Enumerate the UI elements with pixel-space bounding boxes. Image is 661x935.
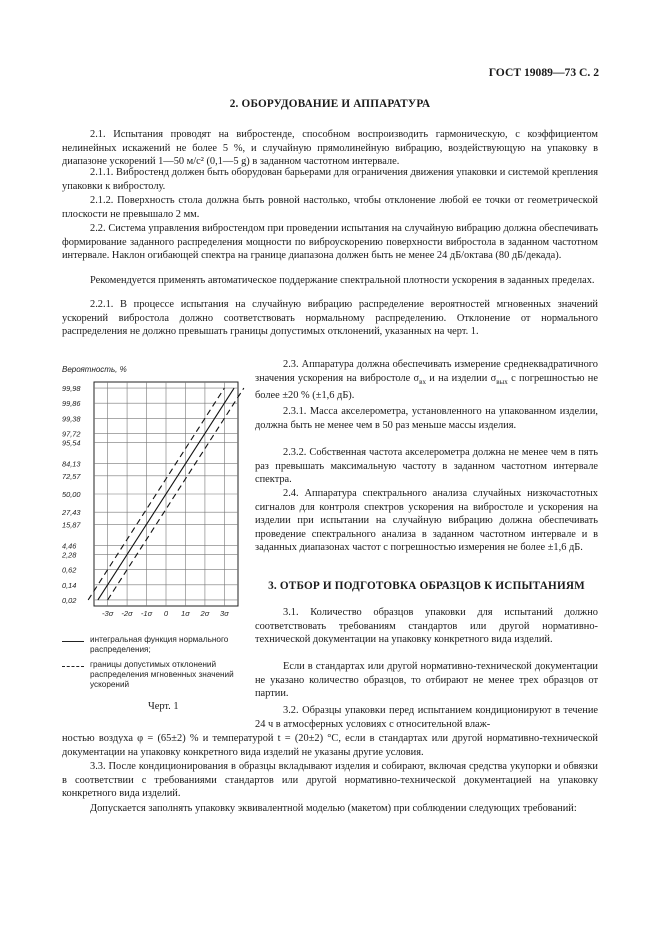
para-3-1-b: Если в стандартах или другой нормативно-технической документации не указано количество образцов, то отбирают не менее трех образцов от партии. [255, 661, 598, 700]
y-tick-label: 99,98 [62, 384, 81, 394]
sigma-in-subscript: вх [419, 377, 426, 386]
y-tick-label: 50,00 [62, 490, 81, 499]
y-tick-label: 84,13 [62, 459, 81, 469]
para-2-1: 2.1. Испытания проводят на вибростенде, способном воспроизводить гармоническую, с коэффициентом нелинейных искажений не более 5 %, и случайную прямолинейную вибрацию, воздействующую на упаковку в диапазоне ускорений 1—50 м/с² (0,1—5 g) в заданном частотном интервале. [62, 129, 598, 168]
probability-chart [60, 360, 250, 625]
x-tick-label: -1σ [140, 609, 153, 618]
para-2-2: 2.2. Система управления вибростендом при проведении испытания на случайную вибрацию должна обеспечивать формирование заданного распределения мощности по виброускорению поверхности вибростола в заданном частотном интервале. Наклон огибающей спектра на границе диапазона должен быть не менее 24 дБ/октава (80 дБ/декада). [62, 223, 598, 262]
x-tick-label: -3σ [101, 609, 114, 618]
para-2-1-2: 2.1.2. Поверхность стола должна быть ровной настолько, чтобы отклонение любой ее точки от геометрической плоскости не превышало 2 мм. [62, 195, 598, 220]
para-3-2-a: 3.2. Образцы упаковки перед испытанием кондиционируют в течение 24 ч в атмосферных условиях с относительной влаж- [255, 705, 598, 730]
y-tick-label: 0,02 [62, 595, 77, 605]
para-2-2-1: 2.2.1. В процессе испытания на случайную вибрацию распределение вероятностей мгновенных значений ускорений вибростола должно соответствовать нормальному распределению. Отклонение от нормального распределения не должно превышать границы допустимых отклонений, указанных на черт. 1. [62, 299, 598, 338]
y-tick-label: 4,46 [62, 541, 77, 551]
legend-solid-line [62, 641, 84, 642]
para-2-3-b: и на изделии σ [425, 372, 497, 384]
y-tick-label: 0,62 [62, 565, 77, 575]
para-2-4: 2.4. Аппаратура спектрального анализа случайных низкочастотных сигналов для контроля спектров ускорения на вибростоле и ускорения на изделии при испытании на случайную вибрацию должна обеспечивать проведение спектрального анализа в заданном частотном интервале и в заданных диапазонах частот с погрешностью измерения не более ±1,6 дБ. [255, 488, 598, 554]
para-2-1-1: 2.1.1. Вибростенд должен быть оборудован барьерами для ограничения движения упаковки и системой крепления упаковки к вибростолу. [62, 167, 598, 192]
y-tick-label: 99,38 [62, 414, 81, 424]
y-tick-label: 15,87 [62, 520, 81, 530]
x-tick-label: 3σ [219, 609, 229, 618]
y-tick-label: 95,54 [62, 438, 81, 448]
legend-solid-text: интегральная функция нормального распределения; [90, 635, 229, 655]
para-allowed: Допускается заполнять упаковку эквивалентной моделью (макетом) при соблюдении следующих требований: [90, 803, 577, 814]
para-2-3-1: 2.3.1. Масса акселерометра, установленного на упакованном изделии, должна быть не менее чем в 50 раз меньше массы изделия. [255, 406, 598, 431]
y-tick-label: 99,86 [62, 399, 81, 409]
x-tick-label: 0 [163, 609, 169, 618]
probability-chart-svg [60, 360, 250, 625]
para-2-3 [255, 358, 598, 403]
para-3-3: 3.3. После кондиционирования в образцы вкладывают изделия и собирают, включая средства укупорки и обвязки в соответствии с требованиями стандартов или другой нормативно-технической документацией на упаковку конкретного вида изделий. [62, 761, 598, 800]
y-tick-label: 72,57 [62, 471, 81, 481]
legend-dashed-line [62, 666, 84, 667]
y-tick-label: 27,43 [62, 508, 81, 518]
page-header: ГОСТ 19089—73 С. 2 [488, 66, 599, 79]
y-tick-label: 2,28 [62, 550, 77, 560]
sigma-out-subscript: вых [496, 377, 508, 386]
y-axis-label: Вероятность, % [62, 365, 127, 374]
section-3-heading: 3. ОТБОР И ПОДГОТОВКА ОБРАЗЦОВ К ИСПЫТАНИЯМ [268, 580, 585, 592]
para-2-3-a: 2.3. Аппаратура должна обеспечивать измерение среднеквадратичного значения ускорения на вибростоле σ [255, 359, 598, 384]
x-tick-label: -2σ [121, 609, 133, 618]
section-2-heading: 2. ОБОРУДОВАНИЕ И АППАРАТУРА [229, 98, 431, 110]
para-recommend: Рекомендуется применять автоматическое поддержание спектральной плотности ускорения в заданных пределах. [90, 275, 595, 286]
x-tick-label: 1σ [181, 609, 190, 618]
para-2-3-2: 2.3.2. Собственная частота акселерометра должна не менее чем в пять раз превышать максимальную частоту в заданном частотном интервале спектра. [255, 447, 598, 486]
para-2-3-c: с погрешностью не более ±20 % (±1,6 дБ). [255, 372, 598, 402]
figure-caption: Черт. 1 [148, 701, 179, 712]
y-tick-label: 97,72 [62, 429, 81, 439]
x-tick-label: 2σ [200, 609, 210, 618]
para-3-2-b: ностью воздуха φ = (65±2) % и температурой t = (20±2) °С, если в стандартах или другой нормативно-технической документации на упаковку конкретного вида изделий не указаны другие условия. [62, 733, 598, 758]
y-tick-label: 0,14 [62, 580, 77, 590]
para-3-1: 3.1. Количество образцов упаковки для испытаний должно соответствовать требованиям стандартов или другой нормативно-технической документации на упаковку конкретного вида изделий. [255, 607, 598, 646]
legend-dashed-text: границы допустимых отклонений распределения мгновенных значений ускорений [90, 660, 234, 690]
